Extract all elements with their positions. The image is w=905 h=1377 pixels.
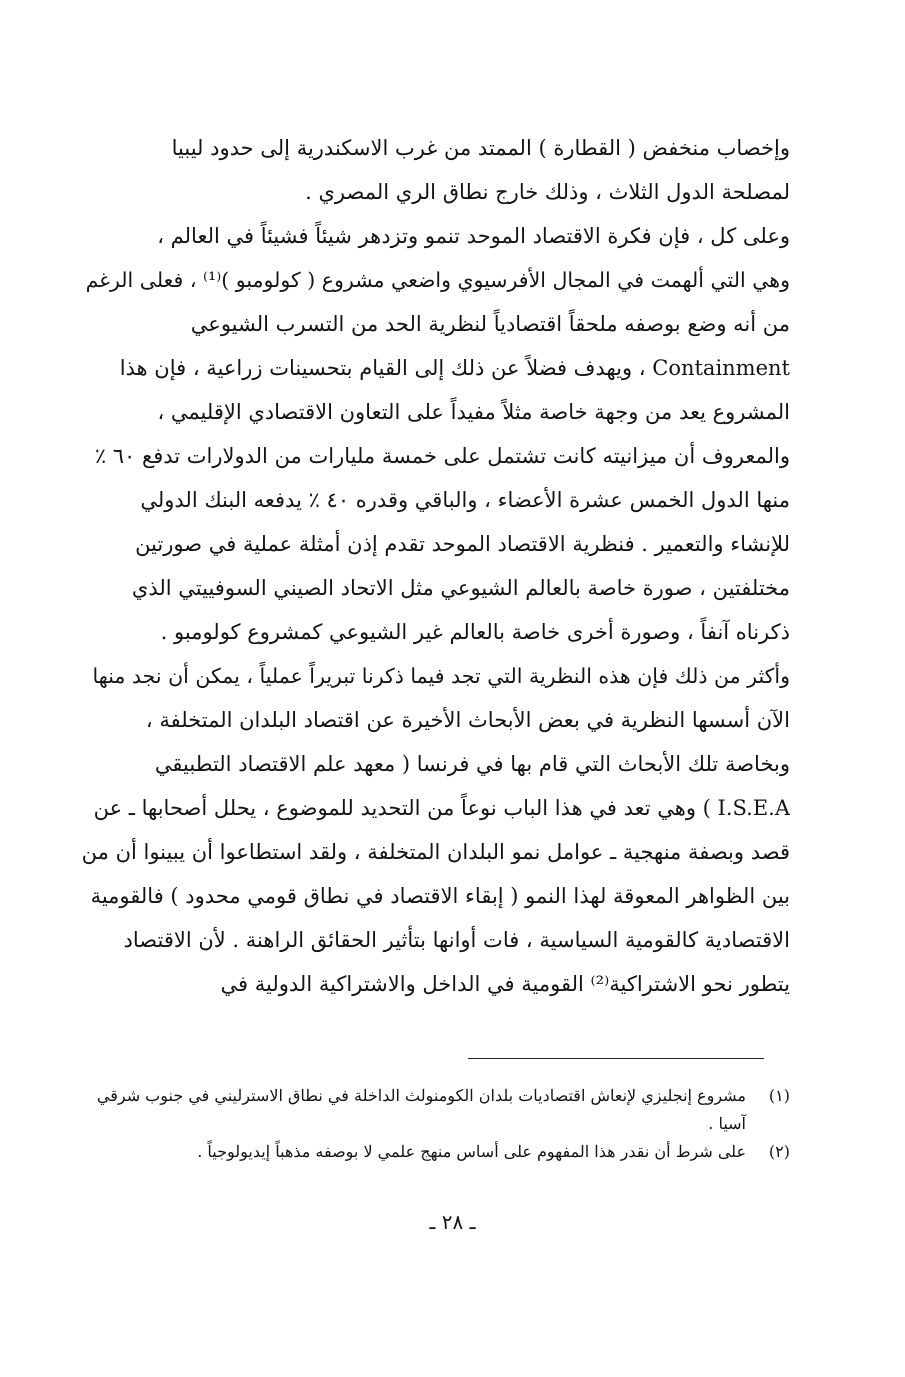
- text-line: مختلفتين ، صورة خاصة بالعالم الشيوعي مثل الاتحاد الصيني السوفييتي الذي: [131, 576, 790, 600]
- body-text: [78, 126, 790, 1006]
- footnote-1: [78, 1082, 790, 1138]
- text-line: المشروع يعد من وجهة خاصة مثلاً مفيداً على التعاون الاقتصادي الإقليمي ،: [157, 400, 790, 424]
- footnote-number: (٢): [768, 1142, 790, 1161]
- text-line: منها الدول الخمس عشرة الأعضاء ، والباقي وقدره ٤٠ ٪ يدفعه البنك الدولي: [140, 488, 790, 512]
- text-line: Containment ، ويهدف فضلاً عن ذلك إلى القيام بتحسينات زراعية ، فإن هذا: [119, 356, 790, 380]
- text-line: الآن أسسها النظرية في بعض الأبحاث الأخيرة عن اقتصاد البلدان المتخلفة ،: [145, 708, 790, 732]
- footnote-text: مشروع إنجليزي لإنعاش اقتصاديات بلدان الكومنولث الداخلة في نطاق الاسترليني في جنوب شرقي آسيا .: [96, 1086, 746, 1133]
- text-line: ذكرناه آنفاً ، وصورة أخرى خاصة بالعالم غير الشيوعي كمشروع كولومبو .: [160, 620, 790, 644]
- text-line: لمصلحة الدول الثلاث ، وذلك خارج نطاق الري المصري .: [305, 180, 790, 204]
- text-line: قصد وبصفة منهجية ـ عوامل نمو البلدان المتخلفة ، ولقد استطاعوا أن يبينوا أن من: [81, 840, 790, 864]
- text-line: يتطور نحو الاشتراكية⁽²⁾ القومية في الداخل والاشتراكية الدولية في: [220, 972, 790, 996]
- footnote-text: على شرط أن نقدر هذا المفهوم على أساس منهج علمي لا بوصفه مذهباً إيديولوجياً .: [197, 1142, 746, 1161]
- text-line: والمعروف أن ميزانيته كانت تشتمل على خمسة مليارات من الدولارات تدفع ٦٠ ٪: [94, 444, 790, 468]
- text-line: بين الظواهر المعوقة لهذا النمو ( إبقاء الاقتصاد في نطاق قومي محدود ) فالقومية: [90, 884, 790, 908]
- text-line: وهي التي ألهمت في المجال الأفرسيوي واضعي مشروع ( كولومبو )⁽¹⁾ ، فعلى الرغم: [85, 268, 790, 292]
- footnote-divider: [468, 1058, 764, 1059]
- text-line: I.S.E.A ) وهي تعد في هذا الباب نوعاً من التحديد للموضوع ، يحلل أصحابها ـ عن: [93, 796, 790, 820]
- text-line: للإنشاء والتعمير . فنظرية الاقتصاد الموحد تقدم إذن أمثلة عملية في صورتين: [135, 532, 790, 556]
- text-line: وعلى كل ، فإن فكرة الاقتصاد الموحد تنمو وتزدهر شيئاً فشيئاً في العالم ،: [157, 224, 790, 248]
- footnotes: [78, 1082, 790, 1166]
- text-line: وإخصاب منخفض ( القطارة ) الممتد من غرب الاسكندرية إلى حدود ليبيا: [171, 136, 790, 160]
- text-line: الاقتصادية كالقومية السياسية ، فات أوانها بتأثير الحقائق الراهنة . لأن الاقتصاد: [123, 928, 790, 952]
- footnote-2: [78, 1138, 790, 1166]
- text-line: وأكثر من ذلك فإن هذه النظرية التي تجد فيما ذكرنا تبريراً عملياً ، يمكن أن نجد منها: [92, 664, 790, 688]
- text-line: وبخاصة تلك الأبحاث التي قام بها في فرنسا ( معهد علم الاقتصاد التطبيقي: [154, 752, 790, 776]
- text-line: من أنه وضع بوصفه ملحقاً اقتصادياً لنظرية الحد من التسرب الشيوعي: [190, 312, 790, 336]
- footnote-number: (١): [768, 1086, 790, 1105]
- page-number: ـ ٢٨ ـ: [429, 1210, 476, 1234]
